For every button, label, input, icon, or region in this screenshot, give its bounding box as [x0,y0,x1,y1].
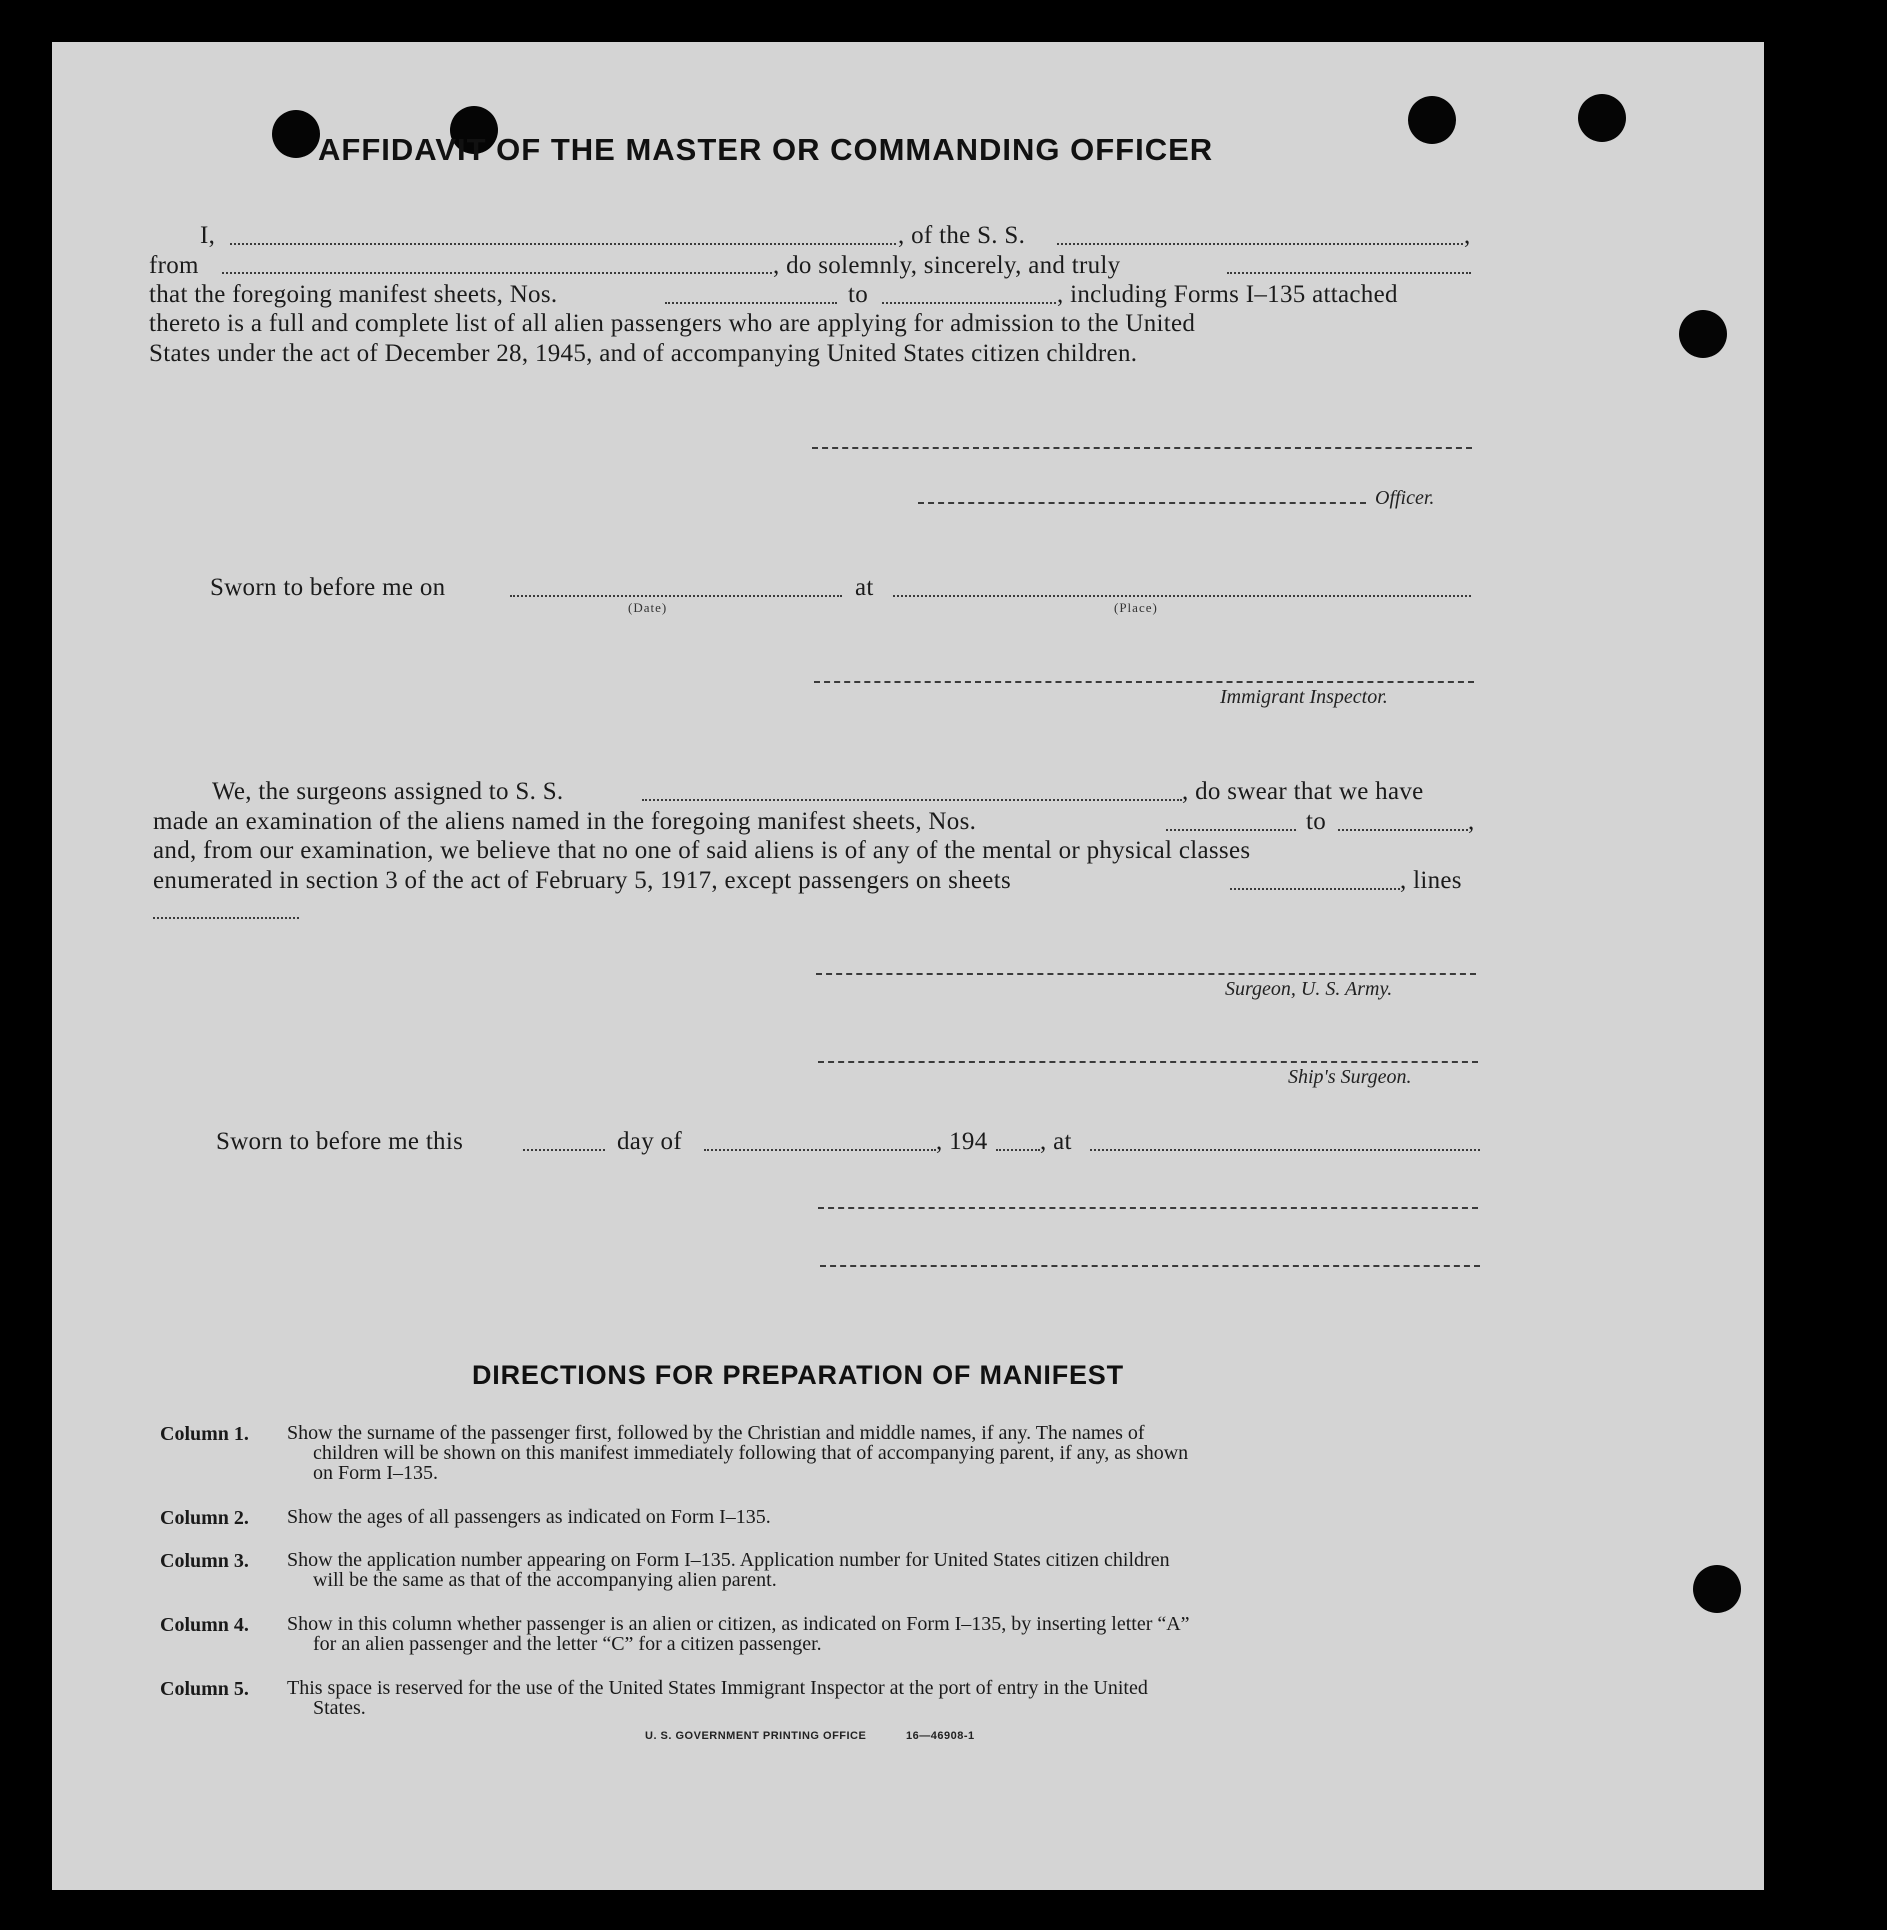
sheet-to-blank[interactable] [882,302,1056,304]
direction-line: Show in this column whether passenger is an alien or citizen, as indicated on Form I–135, by inserting letter “A” [287,1613,1190,1635]
surgeons-text: and, from our examination, we believe that no one of said aliens is of any of the mental or physical classes [153,837,1251,864]
direction-label: Column 1. [160,1423,249,1445]
surgeons-text: We, the surgeons assigned to S. S. [212,778,564,805]
sworn-text: day of [617,1128,682,1155]
surgeons-text: , lines [1400,867,1462,894]
punch-hole [272,110,320,158]
army-surgeon-signature-line[interactable] [816,973,1476,975]
sworn-text: Sworn to before me this [216,1128,464,1155]
direction-text [287,1550,1477,1590]
sworn-day-blank[interactable] [523,1149,605,1151]
direction-text [287,1507,1477,1527]
inspector-caption: Immigrant Inspector. [1220,686,1388,708]
exception-sheets-blank[interactable] [1230,888,1400,890]
date-caption: (Date) [628,600,668,615]
affidavit-text: States under the act of December 28, 1945, and of accompanying United States citizen children. [149,340,1138,367]
officer-signature-line-2[interactable] [918,502,1366,504]
place-caption: (Place) [1114,600,1158,615]
sworn-date-blank[interactable] [510,595,842,597]
punch-hole [1679,310,1727,358]
direction-line: children will be shown on this manifest immediately following that of accompanying parent, if any, as shown [313,1442,1189,1464]
port-from-blank[interactable] [222,272,772,274]
affidavit-text: that the foregoing manifest sheets, Nos. [149,281,558,308]
affidavit-text: I, [200,222,216,249]
direction-label: Column 5. [160,1678,249,1700]
direction-text [287,1614,1477,1654]
affidavit-text: to [848,281,869,308]
direction-line: States. [313,1697,366,1719]
affidavit-text: from [149,252,199,279]
direction-line: for an alien passenger and the letter “C” for a citizen passenger. [313,1633,822,1655]
affidavit-text: , do solemnly, sincerely, and truly [773,252,1121,279]
affidavit-text: , [1464,222,1471,249]
surgeons-text: enumerated in section 3 of the act of February 5, 1917, except passengers on sheets [153,867,1011,894]
surgeons-text: , do swear that we have [1182,778,1424,805]
sworn-year-blank[interactable] [996,1149,1040,1151]
affidavit-title: AFFIDAVIT OF THE MASTER OR COMMANDING OFFICER [318,132,1214,167]
army-surgeon-caption: Surgeon, U. S. Army. [1225,978,1393,1000]
sworn-text: , at [1040,1128,1072,1155]
exception-lines-blank[interactable] [153,917,299,919]
direction-text [287,1678,1477,1718]
affidavit-text: , including Forms I–135 attached [1057,281,1398,308]
direction-line: will be the same as that of the accompanying alien parent. [313,1569,777,1591]
direction-text [287,1423,1477,1483]
officer-signature-line-1[interactable] [812,447,1472,449]
sworn-month-blank[interactable] [704,1149,936,1151]
officer-signature-line-4[interactable] [820,1265,1480,1267]
officer-signature-line-3[interactable] [818,1207,1478,1209]
sworn-text: Sworn to before me on [210,574,446,601]
affidavit-text: thereto is a full and complete list of all alien passengers who are applying for admission to the United [149,310,1196,337]
punch-hole [1693,1565,1741,1613]
direction-label: Column 4. [160,1614,249,1636]
direction-line: on Form I–135. [313,1462,438,1484]
surgeons-text: to [1306,808,1327,835]
surgeons-sheet-to-blank[interactable] [1338,829,1468,831]
inspector-signature-line[interactable] [814,681,1474,683]
directions-title: DIRECTIONS FOR PREPARATION OF MANIFEST [472,1360,1124,1390]
officer-name-blank[interactable] [230,243,896,245]
punch-hole [1408,96,1456,144]
direction-line: This space is reserved for the use of the United States Immigrant Inspector at the port of entry in the United [287,1677,1148,1699]
ship-name-blank[interactable] [1057,243,1463,245]
sworn-place2-blank[interactable] [1090,1149,1480,1151]
surgeons-text: made an examination of the aliens named in the foregoing manifest sheets, Nos. [153,808,977,835]
direction-line: Show the ages of all passengers as indicated on Form I–135. [287,1506,771,1528]
surgeons-ship-blank[interactable] [642,799,1182,801]
oath-word-blank[interactable] [1227,272,1471,274]
sworn-text: at [855,574,874,601]
surgeons-sheet-from-blank[interactable] [1166,829,1296,831]
officer-caption: Officer. [1375,487,1435,509]
sworn-place-blank[interactable] [893,595,1471,597]
direction-line: Show the surname of the passenger first, followed by the Christian and middle names, if any. The names of [287,1422,1145,1444]
sheet-from-blank[interactable] [665,302,837,304]
printer-imprint: U. S. GOVERNMENT PRINTING OFFICE [645,1730,867,1742]
form-code: 16—46908-1 [906,1730,975,1742]
surgeons-text: , [1468,808,1475,835]
direction-line: Show the application number appearing on Form I–135. Application number for United States citizen children [287,1549,1170,1571]
ship-surgeon-caption: Ship's Surgeon. [1288,1066,1412,1088]
direction-label: Column 2. [160,1507,249,1529]
direction-label: Column 3. [160,1550,249,1572]
ship-surgeon-signature-line[interactable] [818,1061,1478,1063]
punch-hole [1578,94,1626,142]
sworn-text: , 194 [936,1128,988,1155]
affidavit-text: , of the S. S. [898,222,1026,249]
